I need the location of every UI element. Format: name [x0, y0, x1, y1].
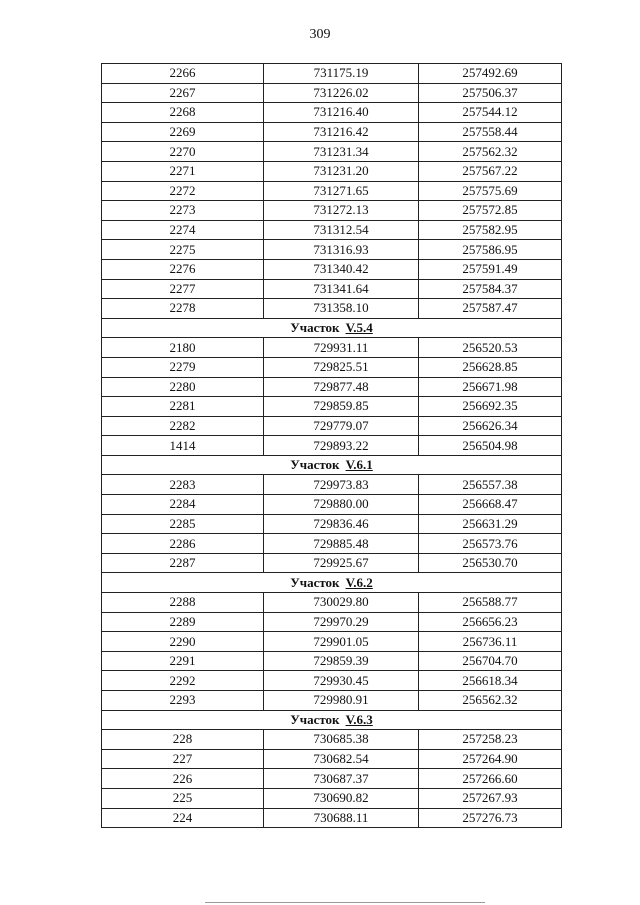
y-coordinate-cell: 257575.69: [419, 181, 562, 201]
x-coordinate-cell: 729901.05: [264, 632, 419, 652]
table-row: [102, 788, 562, 808]
table-row: [102, 377, 562, 397]
y-coordinate-cell: 257586.95: [419, 240, 562, 260]
table-row: [102, 142, 562, 162]
table-row: [102, 651, 562, 671]
point-number-cell: 2291: [102, 651, 264, 671]
x-coordinate-cell: 729825.51: [264, 357, 419, 377]
table-row: [102, 553, 562, 573]
point-number-cell: 2284: [102, 495, 264, 515]
table-row: [102, 83, 562, 103]
point-number-cell: 2274: [102, 220, 264, 240]
x-coordinate-cell: 731340.42: [264, 259, 419, 279]
y-coordinate-cell: 256631.29: [419, 514, 562, 534]
x-coordinate-cell: 729930.45: [264, 671, 419, 691]
section-header-row: [102, 455, 562, 475]
table-row: [102, 161, 562, 181]
x-coordinate-cell: 731226.02: [264, 83, 419, 103]
table-row: [102, 612, 562, 632]
section-header-row: [102, 318, 562, 338]
x-coordinate-cell: 730029.80: [264, 593, 419, 613]
x-coordinate-cell: 730687.37: [264, 769, 419, 789]
x-coordinate-cell: 729859.39: [264, 651, 419, 671]
point-number-cell: 2266: [102, 64, 264, 84]
x-coordinate-cell: 731341.64: [264, 279, 419, 299]
table-row: [102, 181, 562, 201]
table-row: [102, 338, 562, 358]
y-coordinate-cell: 257584.37: [419, 279, 562, 299]
section-code: V.6.2: [345, 574, 373, 590]
table-row: [102, 749, 562, 769]
y-coordinate-cell: 256520.53: [419, 338, 562, 358]
point-number-cell: 227: [102, 749, 264, 769]
y-coordinate-cell: 256562.32: [419, 691, 562, 711]
table-row: [102, 593, 562, 613]
table-row: [102, 730, 562, 750]
x-coordinate-cell: 731272.13: [264, 201, 419, 221]
x-coordinate-cell: 729893.22: [264, 436, 419, 456]
y-coordinate-cell: 256704.70: [419, 651, 562, 671]
point-number-cell: 2275: [102, 240, 264, 260]
x-coordinate-cell: 729925.67: [264, 553, 419, 573]
point-number-cell: 2269: [102, 122, 264, 142]
section-header-row: [102, 573, 562, 593]
point-number-cell: 225: [102, 788, 264, 808]
y-coordinate-cell: 256692.35: [419, 397, 562, 417]
table-row: [102, 514, 562, 534]
table-row: [102, 201, 562, 221]
point-number-cell: 2279: [102, 357, 264, 377]
section-code: V.5.4: [345, 320, 373, 336]
x-coordinate-cell: 729973.83: [264, 475, 419, 495]
point-number-cell: 2281: [102, 397, 264, 417]
x-coordinate-cell: 731358.10: [264, 299, 419, 319]
y-coordinate-cell: 257558.44: [419, 122, 562, 142]
y-coordinate-cell: 257267.93: [419, 788, 562, 808]
x-coordinate-cell: 729880.00: [264, 495, 419, 515]
section-label: Участок: [290, 574, 340, 590]
section-header: [102, 318, 562, 338]
section-header: [102, 573, 562, 593]
section-label: Участок: [290, 320, 340, 336]
section-header-row: [102, 710, 562, 730]
x-coordinate-cell: 731231.34: [264, 142, 419, 162]
x-coordinate-cell: 730690.82: [264, 788, 419, 808]
x-coordinate-cell: 729980.91: [264, 691, 419, 711]
section-label: Участок: [290, 711, 340, 727]
point-number-cell: 2283: [102, 475, 264, 495]
page-number: 309: [309, 27, 331, 42]
point-number-cell: 2277: [102, 279, 264, 299]
point-number-cell: 2273: [102, 201, 264, 221]
point-number-cell: 2286: [102, 534, 264, 554]
table-row: [102, 416, 562, 436]
x-coordinate-cell: 731231.20: [264, 161, 419, 181]
point-number-cell: 2271: [102, 161, 264, 181]
x-coordinate-cell: 729877.48: [264, 377, 419, 397]
point-number-cell: 2180: [102, 338, 264, 358]
section-header: [102, 455, 562, 475]
table-row: [102, 691, 562, 711]
point-number-cell: 2290: [102, 632, 264, 652]
x-coordinate-cell: 731316.93: [264, 240, 419, 260]
x-coordinate-cell: 729859.85: [264, 397, 419, 417]
table-row: [102, 632, 562, 652]
point-number-cell: 2288: [102, 593, 264, 613]
y-coordinate-cell: 257572.85: [419, 201, 562, 221]
section-header: [102, 710, 562, 730]
x-coordinate-cell: 729836.46: [264, 514, 419, 534]
point-number-cell: 2276: [102, 259, 264, 279]
y-coordinate-cell: 256573.76: [419, 534, 562, 554]
y-coordinate-cell: 257562.32: [419, 142, 562, 162]
y-coordinate-cell: 257567.22: [419, 161, 562, 181]
point-number-cell: 2289: [102, 612, 264, 632]
table-row: [102, 259, 562, 279]
x-coordinate-cell: 729779.07: [264, 416, 419, 436]
table-row: [102, 220, 562, 240]
table-row: [102, 279, 562, 299]
table-row: [102, 240, 562, 260]
table-row: [102, 534, 562, 554]
point-number-cell: 2293: [102, 691, 264, 711]
table-row: [102, 64, 562, 84]
x-coordinate-cell: 730685.38: [264, 730, 419, 750]
y-coordinate-cell: 257544.12: [419, 103, 562, 123]
y-coordinate-cell: 257492.69: [419, 64, 562, 84]
x-coordinate-cell: 730682.54: [264, 749, 419, 769]
point-number-cell: 2272: [102, 181, 264, 201]
y-coordinate-cell: 256628.85: [419, 357, 562, 377]
y-coordinate-cell: 256588.77: [419, 593, 562, 613]
section-label: Участок: [290, 457, 340, 473]
y-coordinate-cell: 257266.60: [419, 769, 562, 789]
point-number-cell: 2267: [102, 83, 264, 103]
y-coordinate-cell: 257264.90: [419, 749, 562, 769]
table-row: [102, 769, 562, 789]
table-row: [102, 436, 562, 456]
coordinates-table: [101, 63, 562, 828]
bottom-divider: [205, 902, 485, 903]
point-number-cell: 2287: [102, 553, 264, 573]
point-number-cell: 2285: [102, 514, 264, 534]
point-number-cell: 2268: [102, 103, 264, 123]
point-number-cell: 228: [102, 730, 264, 750]
x-coordinate-cell: 729931.11: [264, 338, 419, 358]
table-row: [102, 103, 562, 123]
y-coordinate-cell: 256618.34: [419, 671, 562, 691]
table-row: [102, 475, 562, 495]
x-coordinate-cell: 731216.40: [264, 103, 419, 123]
point-number-cell: 224: [102, 808, 264, 828]
table-row: [102, 808, 562, 828]
point-number-cell: 1414: [102, 436, 264, 456]
x-coordinate-cell: 731271.65: [264, 181, 419, 201]
y-coordinate-cell: 257506.37: [419, 83, 562, 103]
table-row: [102, 397, 562, 417]
table-row: [102, 299, 562, 319]
x-coordinate-cell: 730688.11: [264, 808, 419, 828]
x-coordinate-cell: 731312.54: [264, 220, 419, 240]
x-coordinate-cell: 729970.29: [264, 612, 419, 632]
table-row: [102, 495, 562, 515]
y-coordinate-cell: 256530.70: [419, 553, 562, 573]
coordinates-table-body: [102, 64, 562, 828]
point-number-cell: 2278: [102, 299, 264, 319]
point-number-cell: 2282: [102, 416, 264, 436]
point-number-cell: 2280: [102, 377, 264, 397]
x-coordinate-cell: 731216.42: [264, 122, 419, 142]
y-coordinate-cell: 256656.23: [419, 612, 562, 632]
table-row: [102, 122, 562, 142]
point-number-cell: 2292: [102, 671, 264, 691]
x-coordinate-cell: 731175.19: [264, 64, 419, 84]
section-code: V.6.3: [345, 711, 373, 727]
point-number-cell: 2270: [102, 142, 264, 162]
table-row: [102, 671, 562, 691]
y-coordinate-cell: 256504.98: [419, 436, 562, 456]
point-number-cell: 226: [102, 769, 264, 789]
table-row: [102, 357, 562, 377]
y-coordinate-cell: 256626.34: [419, 416, 562, 436]
y-coordinate-cell: 257591.49: [419, 259, 562, 279]
y-coordinate-cell: 256557.38: [419, 475, 562, 495]
y-coordinate-cell: 256668.47: [419, 495, 562, 515]
section-code: V.6.1: [345, 457, 373, 473]
y-coordinate-cell: 256736.11: [419, 632, 562, 652]
x-coordinate-cell: 729885.48: [264, 534, 419, 554]
y-coordinate-cell: 256671.98: [419, 377, 562, 397]
y-coordinate-cell: 257276.73: [419, 808, 562, 828]
y-coordinate-cell: 257258.23: [419, 730, 562, 750]
y-coordinate-cell: 257582.95: [419, 220, 562, 240]
y-coordinate-cell: 257587.47: [419, 299, 562, 319]
